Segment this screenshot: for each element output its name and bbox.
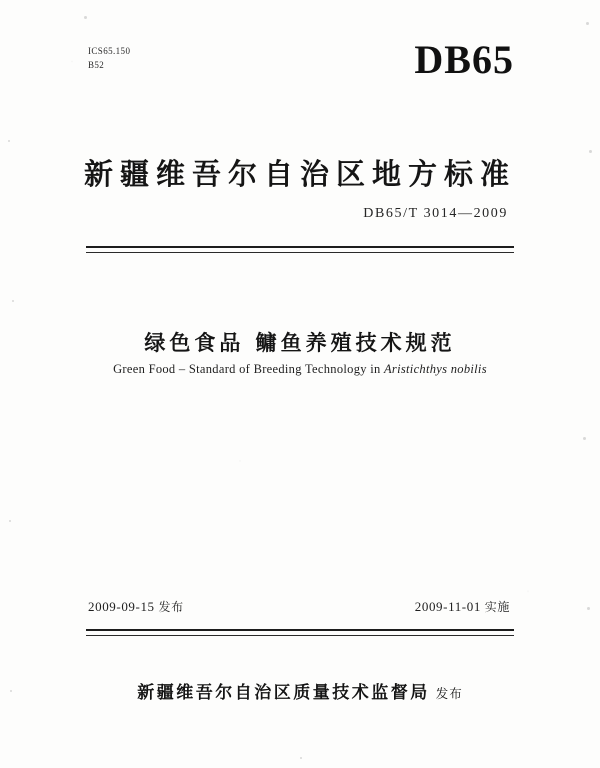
divider-top-thick (86, 246, 514, 248)
scan-speck (8, 140, 10, 142)
publisher-suffix: 发布 (435, 686, 463, 701)
issue-date: 2009-09-15 (88, 599, 155, 614)
publisher-line (0, 678, 600, 703)
scan-speck (9, 520, 11, 522)
scan-speck (587, 607, 590, 610)
page-title: 新疆维吾尔自治区地方标准 (83, 157, 516, 191)
divider-bottom-thick (86, 629, 514, 631)
publisher-name: 新疆维吾尔自治区质量技术监督局 (137, 683, 430, 703)
issue-date-block (88, 598, 184, 615)
ics-code: ICS65.150 (88, 46, 131, 56)
subject-title-cn: 绿色食品 鳙鱼养殖技术规范 (144, 331, 456, 355)
scan-speck (300, 757, 302, 759)
implementation-label: 实施 (484, 600, 510, 614)
scan-speck (84, 16, 87, 19)
classification-code: B52 (88, 60, 105, 70)
divider-bottom-thin (86, 635, 514, 636)
subject-en-prefix: Green Food – Standard of Breeding Technology in (113, 362, 384, 376)
issue-label: 发布 (158, 600, 184, 614)
implementation-date: 2009-11-01 (414, 599, 481, 614)
scan-speck (586, 22, 589, 25)
subject-title-en (0, 362, 600, 377)
standard-mark: DB65 (414, 37, 514, 82)
standard-number: DB65/T 3014—2009 (363, 206, 508, 221)
scan-speck (12, 300, 14, 302)
implementation-date-block (415, 598, 510, 615)
scan-speck (583, 437, 586, 440)
divider-top-thin (86, 252, 514, 253)
subject-en-species: Aristichthys nobilis (384, 362, 487, 376)
ics-classification-block (88, 44, 130, 72)
